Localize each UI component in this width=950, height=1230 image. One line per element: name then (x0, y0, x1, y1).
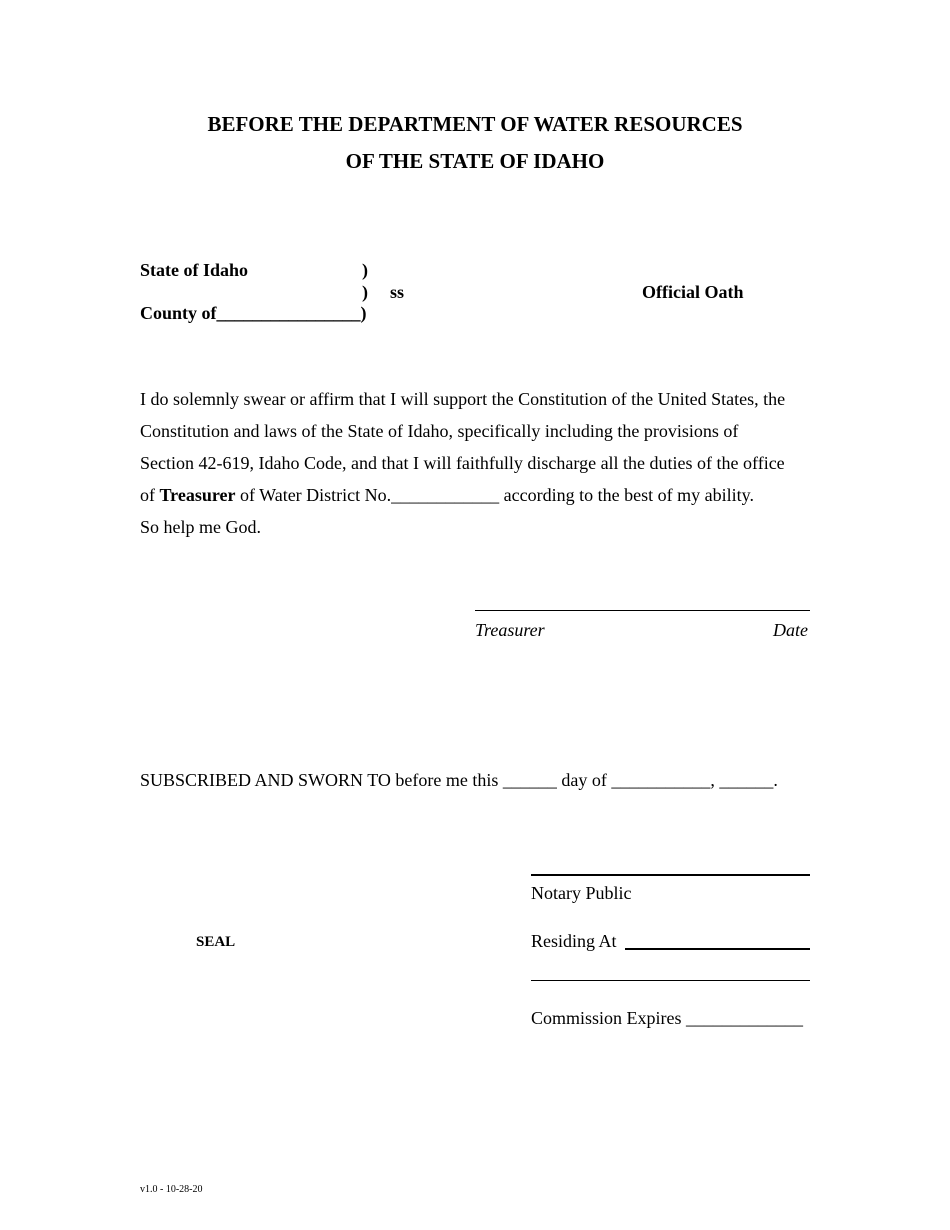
treasurer-label: Treasurer (475, 620, 545, 640)
oath-line-1: I do solemnly swear or affirm that I will support the Constitution of the United States, the (140, 389, 786, 409)
oath-line-3: Section 42-619, Idaho Code, and that I will faithfully discharge all the duties of the office (140, 453, 785, 473)
ss-label: ss (390, 282, 405, 302)
venue-paren-2: ) (362, 282, 368, 302)
header-title-line2: OF THE STATE OF IDAHO (345, 149, 605, 173)
venue-paren-3: ) (360, 303, 367, 323)
residing-at-line-2[interactable] (531, 980, 810, 981)
residing-at-line[interactable] (625, 948, 810, 950)
oath-closing: So help me God. (140, 517, 261, 537)
county-blank[interactable]: ________________ (216, 303, 361, 323)
oath-line-4-mid: of Water District No. (235, 485, 392, 505)
treasurer-signature-line[interactable] (475, 610, 810, 611)
office-title: Treasurer (159, 485, 236, 505)
commission-expires-blank[interactable]: _____________ (686, 1008, 804, 1028)
seal-label: SEAL (196, 934, 236, 950)
state-label: State of Idaho (140, 260, 249, 280)
jurat-comma: , (710, 770, 720, 790)
county-field[interactable] (140, 303, 367, 324)
jurat-day-blank[interactable]: ______ (502, 770, 557, 790)
oath-line-2: Constitution and laws of the State of Idaho, specifically including the provisions of (140, 421, 739, 441)
jurat-month-blank[interactable]: ___________ (611, 770, 711, 790)
date-label: Date (773, 620, 808, 640)
commission-expires-label: Commission Expires (531, 1008, 682, 1028)
venue-paren-1: ) (362, 260, 368, 280)
notary-public-label: Notary Public (531, 883, 632, 903)
jurat-year-blank[interactable]: ______ (719, 770, 774, 790)
jurat-period: . (773, 770, 778, 790)
version-footer: v1.0 - 10-28-20 (140, 1184, 203, 1195)
oath-line-4-pre: of (140, 485, 160, 505)
jurat-text-mid: day of (556, 770, 612, 790)
notary-signature-line[interactable] (531, 874, 810, 876)
county-label: County of (140, 303, 217, 323)
header-title-line1: BEFORE THE DEPARTMENT OF WATER RESOURCES (207, 112, 743, 136)
commission-expires-field[interactable] (531, 1008, 803, 1029)
jurat-statement (140, 770, 778, 791)
residing-at-label: Residing At (531, 931, 617, 951)
document-type-title: Official Oath (642, 282, 744, 302)
jurat-text-pre: SUBSCRIBED AND SWORN TO before me this (140, 770, 503, 790)
oath-line-4 (140, 485, 754, 506)
water-district-number-blank[interactable]: ____________ (391, 485, 500, 505)
oath-line-4-post: according to the best of my ability. (499, 485, 754, 505)
